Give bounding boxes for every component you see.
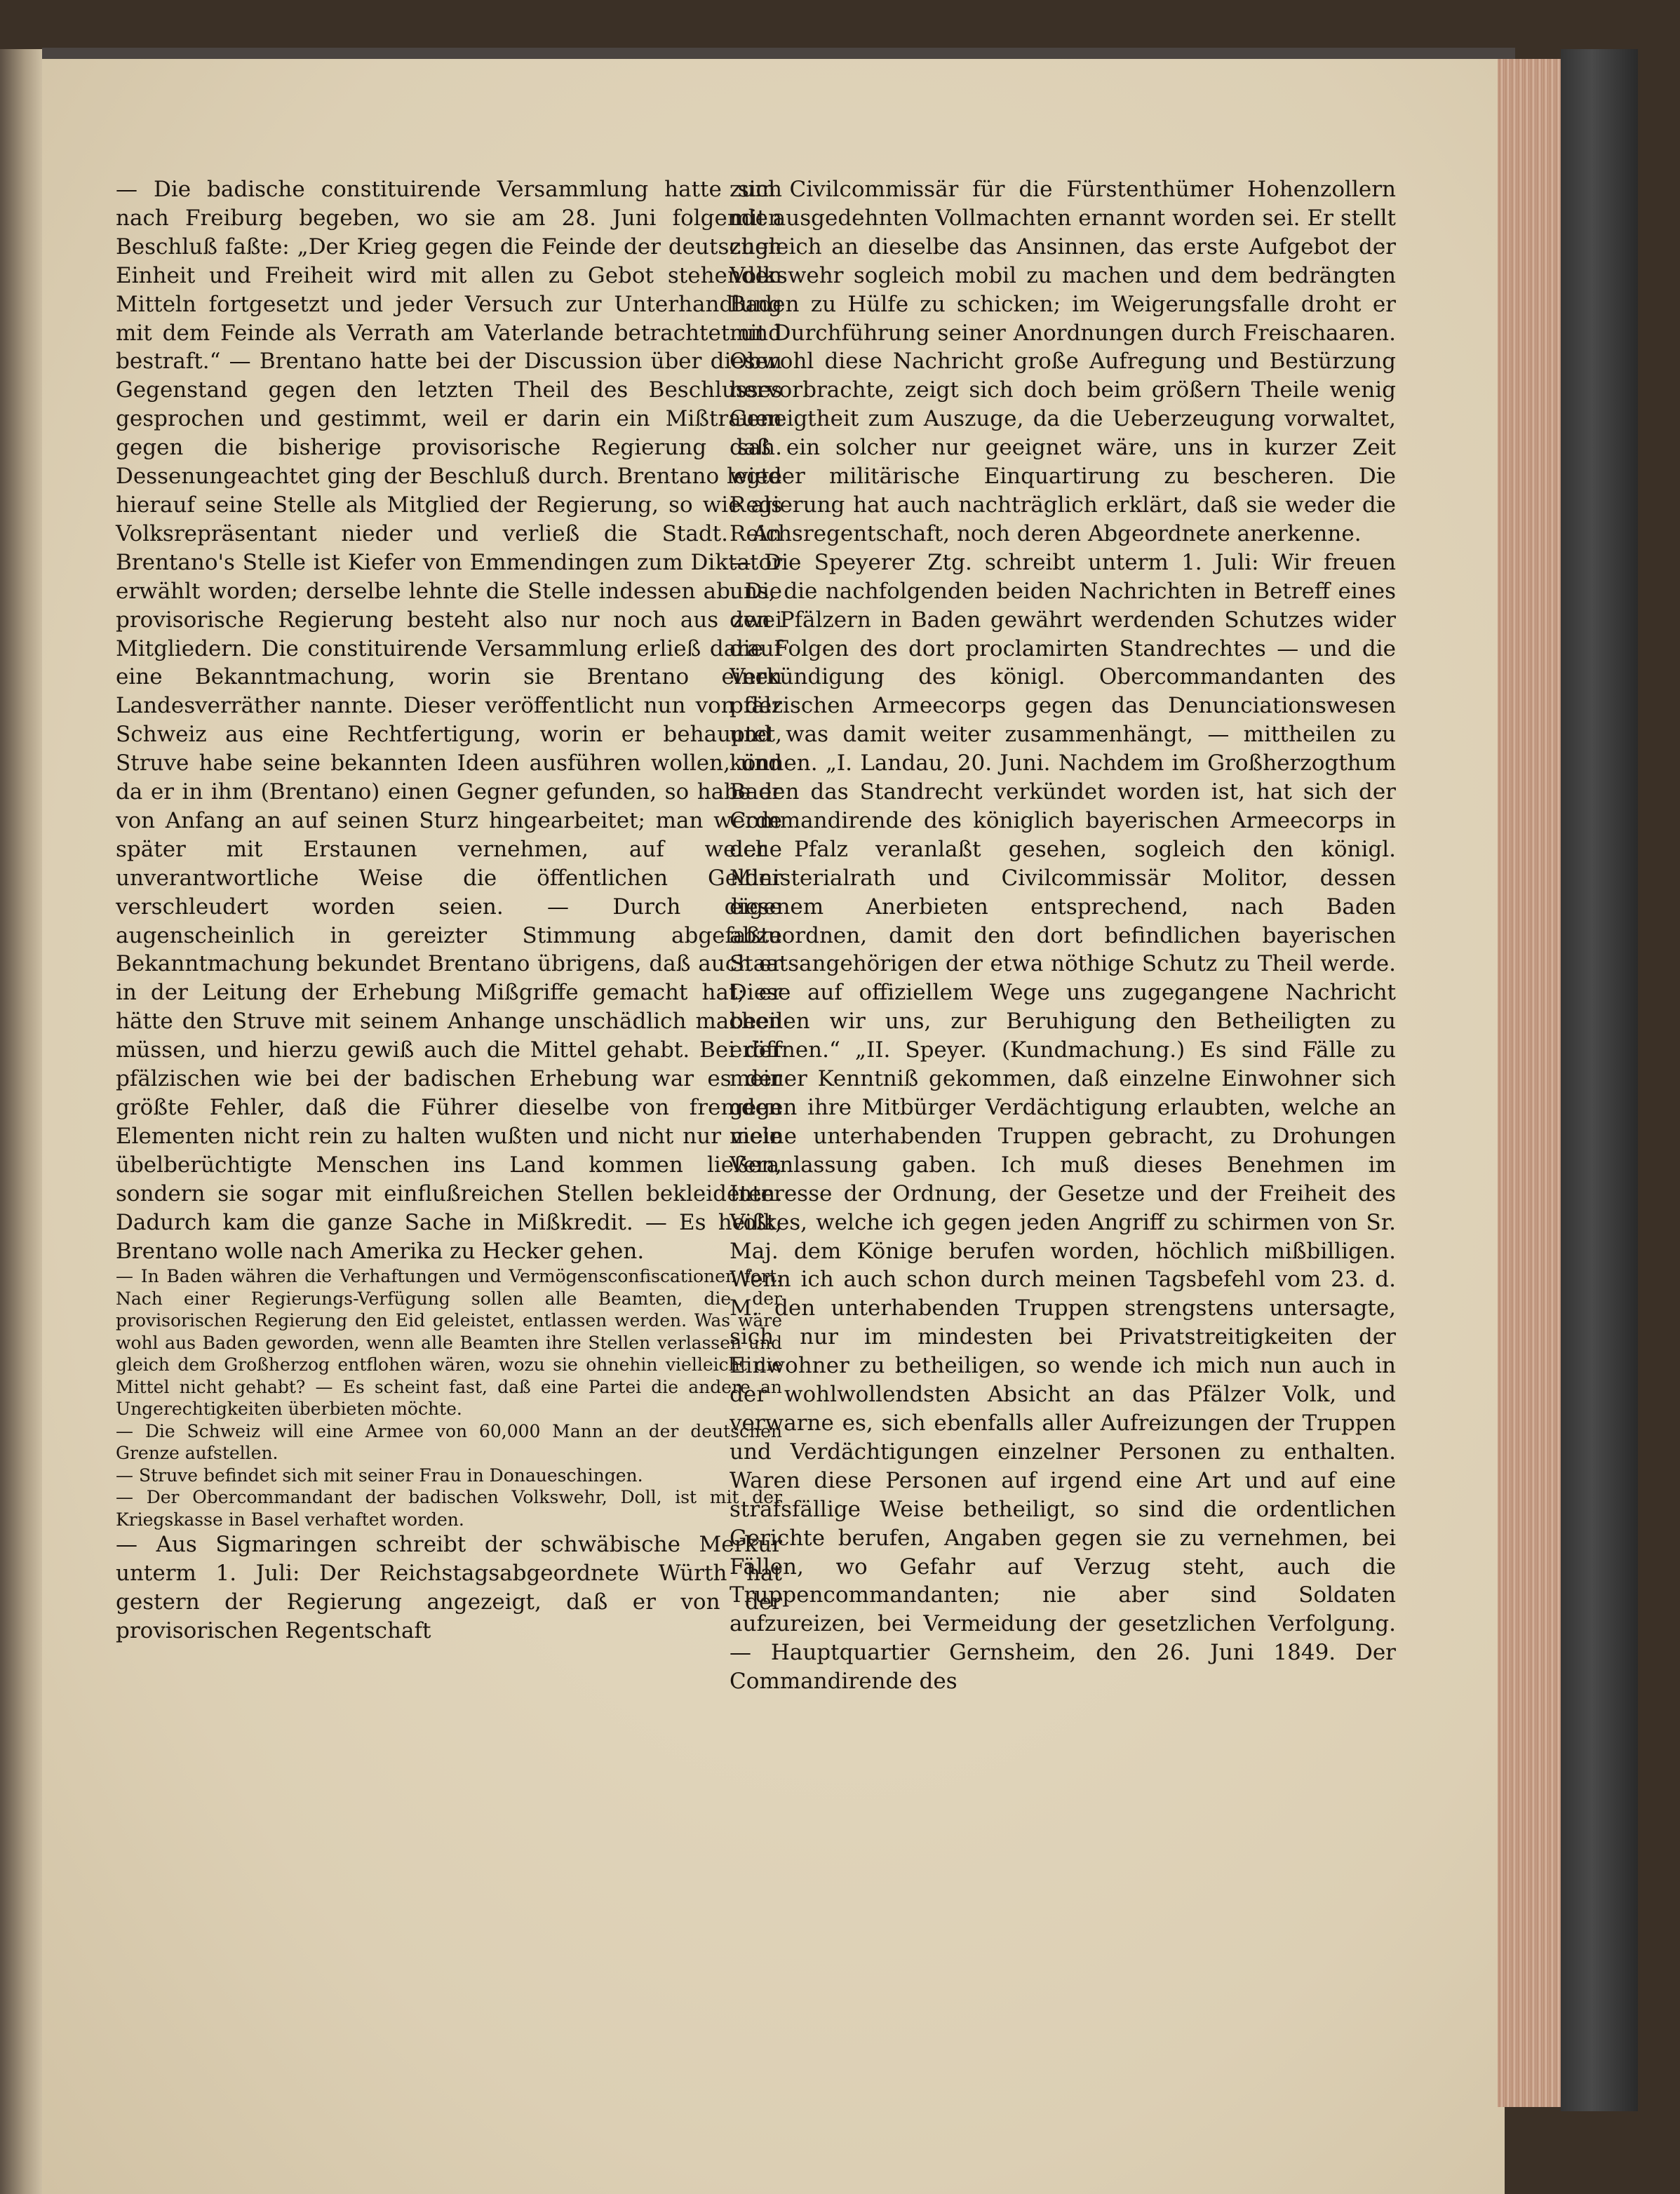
book-cover [1561, 49, 1638, 2111]
article-schweiz-armee: — Die Schweiz will eine Armee von 60,000 Mann an der deutschen Grenze aufstellen. [116, 1420, 782, 1464]
previous-page-edge [0, 49, 42, 2194]
right-column [730, 175, 1396, 1696]
article-speyerer-zeitung: — Die Speyerer Ztg. schreibt unterm 1. Juli: Wir freuen uns, die nachfolgenden beiden Nachrichten in Betreff eines den Pfälzern in Baden gewährt werdenden Schutzes wider die Folgen des dort proclamirten Standrechtes — und die Verkündigung des königl. Obercommandanten des pfälzischen Armeecorps gegen das Denunciationswesen und was damit weiter zusammenhängt, — mittheilen zu können. „I. Landau, 20. Juni. Nachdem im Großherzogthum Baden das Standrecht verkündet worden ist, hat sich der Commandirende des königlich bayerischen Armeecorps in der Pfalz veranlaßt gesehen, sogleich den königl. Ministerialrath und Civilcommissär Molitor, dessen eigenem Anerbieten entsprechend, nach Baden abzuordnen, damit den dort befindlichen bayerischen Staatsangehörigen der etwa nöthige Schutz zu Theil werde. Diese auf offiziellem Wege uns zugegangene Nachricht beeilen wir uns, zur Beruhigung den Betheiligten zu eröffnen.“ „II. Speyer. (Kundmachung.) Es sind Fälle zu meiner Kenntniß gekommen, daß einzelne Einwohner sich gegen ihre Mitbürger Verdächtigung erlaubten, welche an meine unterhabenden Truppen gebracht, zu Drohungen Veranlassung gaben. Ich muß dieses Benehmen im Interesse der Ordnung, der Gesetze und der Freiheit des Volkes, welche ich gegen jeden Angriff zu schirmen von Sr. Maj. dem Könige berufen worden, höchlich mißbilligen. Wenn ich auch schon durch meinen Tagsbefehl vom 23. d. M. den unterhabenden Truppen strengstens untersagte, sich nur im mindesten bei Privatstreitigkeiten der Einwohner zu betheiligen, so wende ich mich nun auch in der wohlwollendsten Absicht an das Pfälzer Volk, und verwarne es, sich ebenfalls aller Aufreizungen der Truppen und Verdächtigungen einzelner Personen zu enthalten. Waren diese Personen auf irgend eine Art und auf eine strafsfällige Weise betheiligt, so sind die ordentlichen Gerichte berufen, Angaben gegen sie zu vernehmen, bei Fällen, wo Gefahr auf Verzug steht, auch die Truppencommandanten; nie aber sind Soldaten aufzureizen, bei Vermeidung der gesetzlichen Verfolgung. — Hauptquartier Gernsheim, den 26. Juni 1849. Der Commandirende des [730, 549, 1396, 1695]
article-obercommandant: — Der Obercommandant der badischen Volkswehr, Doll, ist mit der Kriegskasse in Basel verhaftet worden. [116, 1487, 782, 1530]
left-column [116, 175, 782, 1646]
page-edges [1498, 59, 1561, 2107]
article-verhaftungen: — In Baden währen die Verhaftungen und Vermögensconfiscationen fort. Nach einer Regierungs-Verfügung sollen alle Beamten, die der provisorischen Regierung den Eid geleistet, entlassen werden. Was wäre wohl aus Baden geworden, wenn alle Beamten ihre Stellen verlassen und gleich dem Großherzog entflohen wären, wozu sie ohnehin vielleicht die Mittel nicht gehabt? — Es scheint fast, daß eine Partei die andere an Ungerechtigkeiten überbieten möchte. [116, 1266, 782, 1420]
article-sigmaringen-continued: zum Civilcommissär für die Fürstenthümer Hohenzollern mit ausgedehnten Vollmachten ernannt worden sei. Er stellt zugleich an dieselbe das Ansinnen, das erste Aufgebot der Volkswehr sogleich mobil zu machen und dem bedrängten Baden zu Hülfe zu schicken; im Weigerungsfalle droht er mit Durchführung seiner Anordnungen durch Freischaaren. Obwohl diese Nachricht große Aufregung und Bestürzung hervorbrachte, zeigt sich doch beim größern Theile wenig Geneigtheit zum Auszuge, da die Ueberzeugung vorwaltet, daß ein solcher nur geeignet wäre, uns in kurzer Zeit wieder militärische Einquartirung zu bescheren. Die Regierung hat auch nachträglich erklärt, daß sie weder die Reichsregentschaft, noch deren Abgeordnete anerkenne. [730, 177, 1396, 546]
article-sigmaringen: — Aus Sigmaringen schreibt der schwäbische Merkur unterm 1. Juli: Der Reichstagsabgeordnete Würth hat gestern der Regierung angezeigt, daß er von der provisorischen Regentschaft [116, 1532, 782, 1644]
article-struve: — Struve befindet sich mit seiner Frau in Donaueschingen. [116, 1465, 643, 1486]
article-badische-versammlung: — Die badische constituirende Versammlung hatte sich nach Freiburg begeben, wo sie am 28. Juni folgenden Beschluß faßte: „Der Krieg gegen die Feinde der deutschen Einheit und Freiheit wird mit allen zu Gebot stehenden Mitteln fortgesetzt und jeder Versuch zur Unterhandlung mit dem Feinde als Verrath am Vaterlande betrachtet und bestraft.“ — Brentano hatte bei der Discussion über diesen Gegenstand gegen den letzten Theil des Beschlusses gesprochen und gestimmt, weil er darin ein Mißtrauen gegen die bisherige provisorische Regierung sah. Dessenungeachtet ging der Beschluß durch. Brentano legte hierauf seine Stelle als Mitglied der Regierung, so wie als Volksrepräsentant nieder und verließ die Stadt. An Brentano's Stelle ist Kiefer von Emmendingen zum Diktator erwählt worden; derselbe lehnte die Stelle indessen ab. Die provisorische Regierung besteht also nur noch aus zwei Mitgliedern. Die constituirende Versammlung erließ darauf eine Bekanntmachung, worin sie Brentano einen Landesverräther nannte. Dieser veröffentlicht nun von der Schweiz aus eine Rechtfertigung, worin er behauptet, Struve habe seine bekannten Ideen ausführen wollen, und da er in ihm (Brentano) einen Gegner gefunden, so habe er von Anfang an auf seinen Sturz hingearbeitet; man werde später mit Erstaunen vernehmen, auf welche unverantwortliche Weise die öffentlichen Gelder verschleudert worden seien. — Durch diese augenscheinlich in gereizter Stimmung abgefaßte Bekanntmachung bekundet Brentano übrigens, daß auch er in der Leitung der Erhebung Mißgriffe gemacht hat; er hätte den Struve mit seinem Anhange unschädlich machen müssen, und hierzu gewiß auch die Mittel gehabt. Bei der pfälzischen wie bei der badischen Erhebung war es der größte Fehler, daß die Führer dieselbe von fremden Elementen nicht rein zu halten wußten und nicht nur viele übelberüchtigte Menschen ins Land kommen ließen, sondern sie sogar mit einflußreichen Stellen bekleideten. Dadurch kam die ganze Sache in Mißkredit. — Es heißt, Brentano wolle nach Amerika zu Hecker gehen. [116, 177, 782, 1264]
